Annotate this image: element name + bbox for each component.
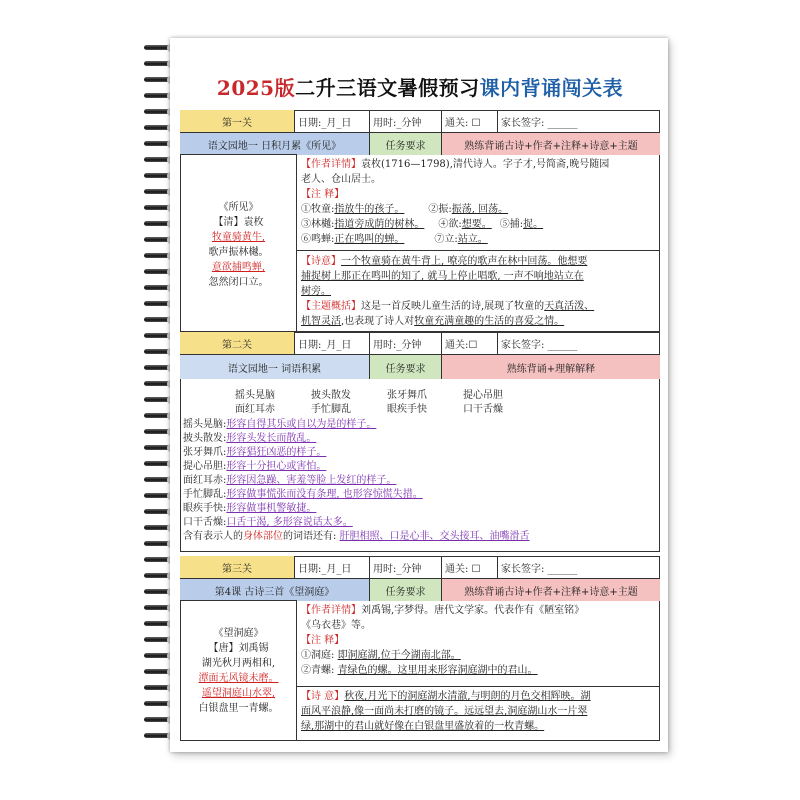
note-value: 青绿色的螺。这里用来形容洞庭湖中的君山。 [337, 665, 538, 676]
definition-word: 口干舌燥: [183, 517, 227, 528]
author-text-2: 老人、仓山居士。 [301, 174, 381, 185]
author-notes [301, 157, 657, 247]
idiom-word: 眼疾手快 [387, 404, 427, 415]
page-title [190, 72, 650, 101]
note-value: 即洞庭湖,位于今湖南北部。 [337, 650, 461, 661]
level3-header-row [180, 556, 660, 578]
date-field[interactable]: 日期:_月_日 [295, 556, 370, 578]
idiom-word: 提心吊胆 [463, 390, 503, 401]
note-label: ④欲: [438, 219, 462, 230]
meaning-heading: 【诗意】 [301, 256, 341, 267]
parent-sign-field[interactable]: 家长签字: ______ [501, 339, 578, 351]
notes-heading: 【注 释】 [301, 189, 345, 200]
note-value: 振荡, 回荡。 [451, 204, 509, 215]
definition-word: 摇头晃脑: [183, 419, 227, 430]
poem-author: 【唐】刘禹锡 [208, 643, 269, 654]
title-edition: 2025版 [216, 76, 296, 100]
definition-row [183, 446, 658, 460]
parent-sign-field[interactable]: 家长签字: ______ [501, 563, 578, 575]
note-value: 捉。 [523, 219, 544, 230]
note-label: ⑤捕: [499, 219, 524, 230]
idiom-word: 张牙舞爪 [387, 390, 427, 401]
theme-text-2: ,也表现了诗人对 [341, 316, 415, 327]
definition-word: 披头散发: [183, 433, 227, 444]
definition-word: 张牙舞爪: [183, 447, 227, 458]
note-value: 指放牛的孩子。 [334, 204, 405, 215]
poem-title: 《望洞庭》 [213, 628, 264, 639]
idiom-grid [180, 389, 660, 417]
theme-text-1: 这是一首反映儿童生活的诗,展现了牧童的 [361, 301, 545, 312]
note-label: ②青螺: [301, 665, 335, 676]
definition-text: 形容因急躁、害羞等脸上发红的样子。 [226, 475, 397, 486]
meaning-text-2: 面风平浪静,像一面尚未打磨的镜子。远远望去,洞庭湖山水一片翠 [301, 706, 588, 717]
notes-heading: 【注 释】 [301, 635, 345, 646]
theme-heading: 【主题概括】 [301, 301, 361, 312]
definition-text: 形容猖狂凶恶的样子。 [226, 447, 327, 458]
theme-highlight-3: 牧童充满童趣的生活的喜爱之情。 [414, 316, 565, 327]
time-field[interactable]: 用时:_分钟 [370, 332, 442, 354]
level2-task-row [180, 354, 660, 379]
note-label: ①洞庭: [301, 650, 335, 661]
date-field[interactable]: 日期:_月_日 [295, 332, 370, 354]
meaning-text-1: 秋夜,月光下的洞庭湖水清澈,与明朗的月色交相辉映。湖 [344, 691, 591, 702]
level1-task-row [180, 132, 660, 155]
idiom-word: 口干舌燥 [463, 404, 503, 415]
body-mid: 的词语还有: [283, 531, 337, 542]
pass-checkbox[interactable]: 通关: ☐ [442, 556, 498, 578]
note-label: ⑥鸣蝉: [301, 234, 335, 245]
requirement-label: 熟练背诵古诗+作者+注释+诗意+主题 [442, 133, 660, 155]
definition-text: 形容做事机警敏捷。 [226, 503, 317, 514]
note-label: ②振: [428, 204, 452, 215]
definition-row [183, 488, 658, 502]
poem-line-1: 湖光秋月两相和, [201, 658, 276, 669]
meaning-text-1: 一个牧童骑在黄牛背上, 嘹亮的歌声在林中回荡。他想要 [341, 256, 588, 267]
unit-label: 第4课 古诗三首《望洞庭》 [180, 579, 370, 601]
meaning-text-3: 绿,那湖中的君山就好像在白银盘里盛放着的一枚青螺。 [301, 721, 545, 732]
poem-line-2: 歌声振林樾。 [208, 247, 269, 258]
note-label: ③林樾: [301, 219, 335, 230]
definition-word: 眼疾手快: [183, 503, 227, 514]
parent-sign-field[interactable]: 家长签字: ______ [501, 117, 578, 129]
idiom-definitions [183, 418, 658, 530]
poem-wangdongting [180, 626, 297, 716]
definition-word: 手忙脚乱: [183, 489, 227, 500]
definition-text: 形容十分担心或害怕。 [226, 461, 327, 472]
author-notes [301, 603, 657, 678]
pass-checkbox[interactable]: 通关:☐ [442, 332, 498, 354]
definition-text: 形容头发长而散乱。 [226, 433, 317, 444]
level1-header-row [180, 110, 660, 132]
meaning-notes [301, 689, 657, 734]
unit-label: 语文园地一 日积月累《所见》 [180, 133, 370, 155]
author-text-1: 袁枚(1716—1798),清代诗人。字子才,号简斋,晚号随园 [361, 159, 610, 170]
definition-word: 提心吊胆: [183, 461, 227, 472]
definition-text: 口舌干渴, 多形容说话太多。 [226, 517, 353, 528]
date-field[interactable]: 日期:_月_日 [295, 110, 370, 132]
poem-line-2: 潭面无风镜未磨。 [198, 673, 279, 684]
level3-name: 第三关 [180, 556, 295, 578]
poem-author: 【清】袁枚 [213, 217, 264, 228]
level3-task-row [180, 578, 660, 601]
poem-line-3: 意欲捕鸣蝉, [211, 262, 266, 273]
body-pre: 含有表示人的 [183, 531, 243, 542]
meaning-heading: 【诗 意】 [301, 691, 345, 702]
time-field[interactable]: 用时:_分钟 [370, 556, 442, 578]
definition-row [183, 460, 658, 474]
body-word-list: 肝胆相照、口是心非、交头接耳、油嘴滑舌 [339, 531, 530, 542]
definition-row [183, 516, 658, 530]
requirement-label: 熟练背诵+理解解释 [442, 355, 660, 379]
definition-row [183, 418, 658, 432]
poem-line-4: 忽然闭口立。 [208, 277, 269, 288]
task-label: 任务要求 [370, 133, 442, 155]
idiom-word: 面红耳赤 [235, 404, 275, 415]
definition-text: 形容做事慌张而没有条理, 也形容惊慌失措。 [226, 489, 423, 500]
poem-line-3: 遥望洞庭山水翠, [201, 688, 276, 699]
task-label: 任务要求 [370, 355, 442, 379]
meaning-notes [301, 254, 657, 329]
pass-checkbox[interactable]: 通关: ☐ [442, 110, 498, 132]
level1-name: 第一关 [180, 110, 295, 132]
idiom-word: 摇头晃脑 [235, 390, 275, 401]
definition-row [183, 502, 658, 516]
author-heading: 【作者详情】 [301, 605, 361, 616]
level2-name: 第二关 [180, 332, 295, 354]
poem-line-4: 白银盘里一青螺。 [198, 703, 279, 714]
definition-row [183, 474, 658, 488]
definition-word: 面红耳赤: [183, 475, 227, 486]
body-keyword: 身体部位 [243, 531, 283, 542]
requirement-label: 熟练背诵古诗+作者+注释+诗意+主题 [442, 579, 660, 601]
definition-row [183, 432, 658, 446]
note-label: ⑦立: [434, 234, 458, 245]
body-part-words [183, 530, 658, 544]
idiom-word: 披头散发 [311, 390, 351, 401]
title-sub: 课内背诵闯关表 [479, 76, 624, 100]
theme-highlight-2: 机智灵活 [301, 316, 341, 327]
note-value: 站立。 [457, 234, 488, 245]
meaning-text-3: 树旁。 [301, 286, 331, 297]
note-value: 指道旁成荫的树林。 [334, 219, 425, 230]
theme-highlight-1: 天真活泼、 [544, 301, 595, 312]
definition-text: 形容自得其乐或自以为是的样子。 [226, 419, 377, 430]
author-text-2: 《乌衣巷》等。 [301, 620, 371, 631]
meaning-text-2: 捕捉树上那正在鸣叫的知了, 就马上停止唱歌, 一声不响地站立在 [301, 271, 584, 282]
note-value: 正在鸣叫的蝉。 [334, 234, 405, 245]
task-label: 任务要求 [370, 579, 442, 601]
note-label: ①牧童: [301, 204, 335, 215]
author-text-1: 刘禹锡,字梦得。唐代文学家。代表作有《陋室铭》 [361, 605, 585, 616]
time-field[interactable]: 用时:_分钟 [370, 110, 442, 132]
poem-line-1: 牧童骑黄牛, [211, 232, 266, 243]
poem-title: 《所见》 [218, 202, 259, 213]
author-heading: 【作者详情】 [301, 159, 361, 170]
level2-header-row [180, 332, 660, 354]
title-main: 二升三语文暑假预习 [295, 76, 480, 100]
idiom-word: 手忙脚乱 [311, 404, 351, 415]
poem-suojian [180, 200, 297, 290]
note-value: 想要。 [461, 219, 492, 230]
unit-label: 语文园地一 词语积累 [180, 355, 370, 379]
